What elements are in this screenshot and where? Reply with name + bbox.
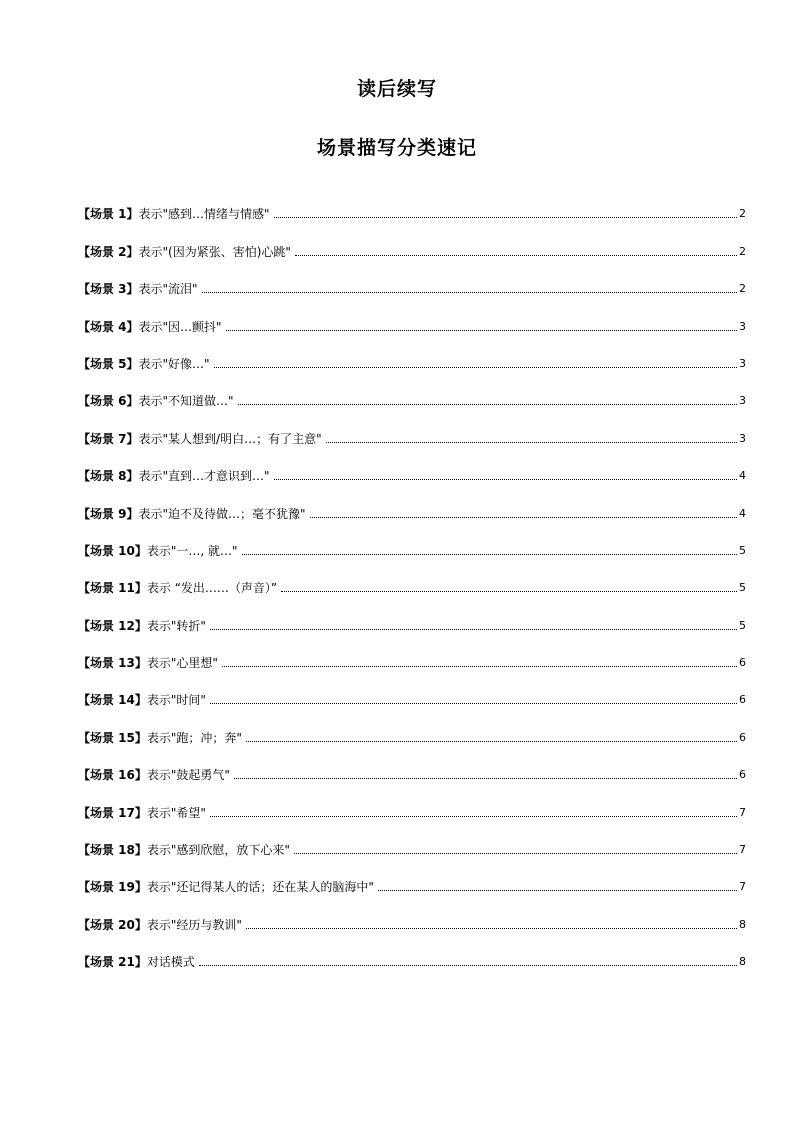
toc-entry[interactable] — [78, 708, 746, 745]
toc-dot-leader — [326, 442, 737, 443]
toc-entry-text: 表示"不知道做…" — [138, 394, 234, 409]
toc-entry-tag: 【场景 19】 — [78, 880, 147, 895]
toc-entry-text: 表示"经历与教训" — [146, 917, 242, 932]
toc-entry[interactable] — [78, 671, 746, 708]
toc-entry[interactable] — [78, 335, 746, 372]
toc-page-number: 6 — [739, 730, 746, 744]
toc-entry-tag: 【场景 14】 — [78, 693, 147, 708]
toc-dot-leader — [199, 965, 737, 966]
toc-entry-tag: 【场景 11】 — [78, 581, 147, 596]
toc-dot-leader — [210, 629, 737, 630]
toc-page-number: 3 — [739, 356, 746, 370]
toc-entry-text: 表示"心里想" — [146, 656, 218, 671]
toc-page-number: 6 — [739, 656, 746, 670]
toc-page-number: 8 — [739, 917, 746, 931]
toc-entry[interactable] — [78, 484, 746, 521]
toc-page-number: 2 — [739, 282, 746, 296]
toc-entry-tag: 【场景 3】 — [78, 282, 139, 297]
toc-entry-label — [78, 618, 206, 634]
toc-entry-tag: 【场景 13】 — [78, 656, 147, 671]
toc-entry[interactable] — [78, 260, 746, 297]
toc-entry-label — [78, 206, 270, 222]
toc-entry-tag: 【场景 20】 — [78, 917, 147, 932]
toc-entry-tag: 【场景 18】 — [78, 843, 147, 858]
toc-entry-text: 表示"跑；冲；奔" — [146, 730, 242, 745]
toc-entry-label — [78, 879, 374, 895]
toc-entry-tag: 【场景 16】 — [78, 768, 147, 783]
toc-entry-label — [78, 356, 210, 372]
toc-entry-text: 表示 “发出……（声音）” — [146, 581, 278, 596]
toc-entry-label — [78, 917, 242, 933]
toc-entry[interactable] — [78, 746, 746, 783]
toc-dot-leader — [294, 853, 737, 854]
toc-entry-text: 表示"时间" — [146, 693, 206, 708]
toc-entry-label — [78, 730, 242, 746]
toc-page-number: 7 — [739, 805, 746, 819]
toc-page-number: 3 — [739, 319, 746, 333]
toc-page-number: 3 — [739, 431, 746, 445]
toc-entry-label — [78, 244, 291, 260]
toc-entry-text: 表示"感到…情绪与情感" — [138, 207, 270, 222]
toc-dot-leader — [310, 517, 737, 518]
toc-dot-leader — [210, 703, 737, 704]
toc-entry-tag: 【场景 6】 — [78, 394, 139, 409]
toc-entry[interactable] — [78, 821, 746, 858]
toc-entry-label — [78, 580, 277, 596]
toc-dot-leader — [238, 404, 737, 405]
toc-entry-text: 表示"感到欣慰，放下心来" — [146, 843, 290, 858]
toc-entry-tag: 【场景 10】 — [78, 543, 147, 558]
toc-dot-leader — [295, 255, 737, 256]
toc-page-number: 8 — [739, 955, 746, 969]
toc-dot-leader — [378, 890, 737, 891]
toc-entry-text: 表示"好像…" — [138, 356, 210, 371]
toc-entry-tag: 【场景 5】 — [78, 356, 139, 371]
toc-entry-tag: 【场景 12】 — [78, 618, 147, 633]
toc-dot-leader — [274, 479, 737, 480]
toc-page-number: 3 — [739, 394, 746, 408]
toc-page-number: 2 — [739, 207, 746, 221]
toc-page-number: 6 — [739, 768, 746, 782]
toc-entry[interactable] — [78, 933, 746, 970]
toc-entry-label — [78, 319, 222, 335]
toc-entry-text: 表示"(因为紧张、害怕)心跳" — [138, 244, 291, 259]
toc-entry-text: 表示"因…颤抖" — [138, 319, 222, 334]
toc-entry[interactable] — [78, 409, 746, 446]
toc-page-number: 4 — [739, 506, 746, 520]
table-of-contents — [78, 185, 746, 970]
toc-entry-text: 表示"转折" — [146, 618, 206, 633]
toc-entry-label — [78, 954, 195, 970]
toc-dot-leader — [274, 217, 737, 218]
toc-entry-label — [78, 281, 198, 297]
toc-entry-label — [78, 767, 230, 783]
toc-entry[interactable] — [78, 447, 746, 484]
document-subtitle: 场景描写分类速记 — [316, 137, 477, 159]
toc-entry-text: 对话模式 — [146, 955, 195, 970]
toc-entry-label — [78, 692, 206, 708]
toc-entry-text: 表示"流泪" — [138, 282, 198, 297]
toc-entry-text: 表示"某人想到/明白…；有了主意" — [138, 431, 322, 446]
toc-entry[interactable] — [78, 372, 746, 409]
toc-entry-label — [78, 468, 270, 484]
toc-page-number: 5 — [739, 581, 746, 595]
document-title: 读后续写 — [356, 78, 437, 100]
toc-entry-text: 表示"直到…才意识到…" — [138, 469, 270, 484]
toc-dot-leader — [234, 778, 737, 779]
toc-entry-label — [78, 543, 238, 559]
toc-entry-label — [78, 431, 322, 447]
toc-entry-label — [78, 506, 306, 522]
toc-entry-tag: 【场景 2】 — [78, 244, 139, 259]
toc-entry[interactable] — [78, 596, 746, 633]
toc-entry-tag: 【场景 1】 — [78, 207, 139, 222]
toc-entry-label — [78, 842, 290, 858]
toc-entry-tag: 【场景 17】 — [78, 805, 147, 820]
toc-entry-tag: 【场景 9】 — [78, 506, 139, 521]
toc-entry-text: 表示"迫不及待做…；毫不犹豫" — [138, 506, 306, 521]
toc-entry-tag: 【场景 7】 — [78, 431, 139, 446]
toc-entry-label — [78, 655, 218, 671]
toc-entry[interactable] — [78, 297, 746, 334]
toc-dot-leader — [281, 591, 737, 592]
toc-dot-leader — [226, 330, 737, 331]
toc-page-number: 2 — [739, 244, 746, 258]
toc-dot-leader — [246, 741, 737, 742]
toc-entry-text: 表示"希望" — [146, 805, 206, 820]
toc-entry-label — [78, 393, 234, 409]
toc-entry[interactable] — [78, 783, 746, 820]
toc-entry[interactable] — [78, 522, 746, 559]
toc-dot-leader — [214, 367, 737, 368]
toc-page-number: 7 — [739, 843, 746, 857]
toc-entry-text: 表示"还记得某人的话；还在某人的脑海中" — [146, 880, 374, 895]
toc-dot-leader — [222, 666, 737, 667]
toc-dot-leader — [202, 292, 737, 293]
toc-page-number: 5 — [739, 618, 746, 632]
toc-entry[interactable] — [78, 185, 746, 222]
toc-entry-tag: 【场景 15】 — [78, 730, 147, 745]
toc-entry[interactable] — [78, 895, 746, 932]
toc-page-number: 7 — [739, 880, 746, 894]
toc-entry-tag: 【场景 21】 — [78, 955, 147, 970]
toc-entry[interactable] — [78, 559, 746, 596]
toc-entry[interactable] — [78, 222, 746, 259]
toc-entry-tag: 【场景 8】 — [78, 469, 139, 484]
toc-entry-text: 表示"一…, 就…" — [146, 543, 238, 558]
toc-page-number: 6 — [739, 693, 746, 707]
toc-dot-leader — [246, 928, 737, 929]
toc-entry-tag: 【场景 4】 — [78, 319, 139, 334]
toc-entry-label — [78, 805, 206, 821]
toc-entry-text: 表示"鼓起勇气" — [146, 768, 230, 783]
toc-page-number: 4 — [739, 469, 746, 483]
toc-page-number: 5 — [739, 543, 746, 557]
toc-dot-leader — [210, 816, 737, 817]
toc-entry[interactable] — [78, 634, 746, 671]
toc-entry[interactable] — [78, 858, 746, 895]
toc-dot-leader — [242, 554, 737, 555]
